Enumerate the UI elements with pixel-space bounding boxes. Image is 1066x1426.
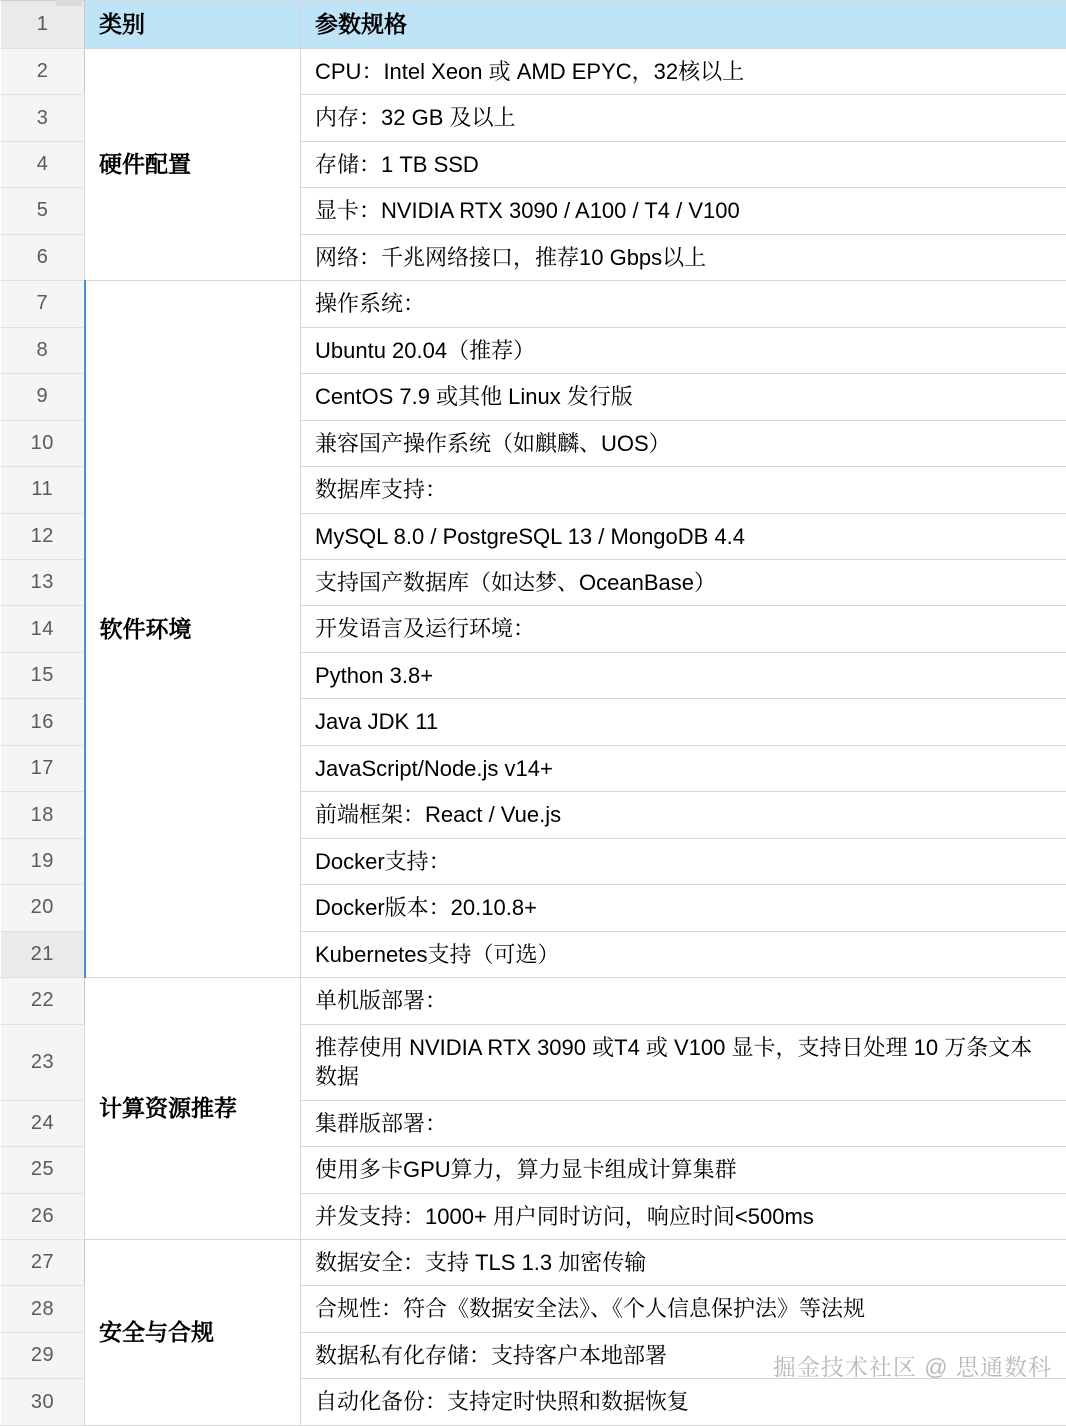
- row-number[interactable]: 24: [1, 1100, 85, 1146]
- row-number[interactable]: 21: [1, 931, 85, 977]
- spec-cell[interactable]: 并发支持：1000+ 用户同时访问，响应时间<500ms: [301, 1193, 1066, 1239]
- row-number[interactable]: 13: [1, 559, 85, 605]
- spec-cell[interactable]: 数据安全：支持 TLS 1.3 加密传输: [301, 1240, 1066, 1286]
- row-number[interactable]: 10: [1, 420, 85, 466]
- spec-cell[interactable]: Python 3.8+: [301, 652, 1066, 698]
- row-number[interactable]: 3: [1, 95, 85, 141]
- spec-cell[interactable]: 数据私有化存储：支持客户本地部署: [301, 1332, 1066, 1378]
- row-number[interactable]: 23: [1, 1024, 85, 1100]
- spec-cell[interactable]: MySQL 8.0 / PostgreSQL 13 / MongoDB 4.4: [301, 513, 1066, 559]
- watermark: 掘金技术社区 @ 思通数科: [773, 1349, 1052, 1382]
- table-row: [1, 978, 1066, 1024]
- row-number[interactable]: 15: [1, 652, 85, 698]
- row-number[interactable]: 27: [1, 1240, 85, 1286]
- spec-cell[interactable]: Java JDK 11: [301, 699, 1066, 745]
- spec-cell[interactable]: 显卡：NVIDIA RTX 3090 / A100 / T4 / V100: [301, 188, 1066, 234]
- row-number[interactable]: 8: [1, 327, 85, 373]
- row-number[interactable]: 20: [1, 885, 85, 931]
- row-number[interactable]: 7: [1, 281, 85, 327]
- row-number[interactable]: 14: [1, 606, 85, 652]
- spec-cell[interactable]: Ubuntu 20.04（推荐）: [301, 327, 1066, 373]
- column-resize-nub: [56, 0, 82, 6]
- row-number[interactable]: 5: [1, 188, 85, 234]
- spec-cell[interactable]: 合规性：符合《数据安全法》、《个人信息保护法》等法规: [301, 1286, 1066, 1332]
- row-number[interactable]: 16: [1, 699, 85, 745]
- row-number[interactable]: 17: [1, 745, 85, 791]
- table-header-row: [1, 1, 1066, 49]
- spec-cell[interactable]: 自动化备份：支持定时快照和数据恢复: [301, 1379, 1066, 1425]
- spec-cell[interactable]: CPU：Intel Xeon 或 AMD EPYC，32核以上: [301, 48, 1066, 94]
- table-row: [1, 48, 1066, 94]
- spec-cell[interactable]: 单机版部署：: [301, 978, 1066, 1024]
- spec-cell[interactable]: 操作系统：: [301, 281, 1066, 327]
- spec-cell[interactable]: Docker支持：: [301, 838, 1066, 884]
- category-cell[interactable]: 硬件配置: [85, 48, 301, 280]
- spec-cell[interactable]: CentOS 7.9 或其他 Linux 发行版: [301, 374, 1066, 420]
- spec-cell[interactable]: Docker版本：20.10.8+: [301, 885, 1066, 931]
- category-cell[interactable]: 安全与合规: [85, 1240, 301, 1426]
- row-number[interactable]: 30: [1, 1379, 85, 1425]
- spec-cell[interactable]: 推荐使用 NVIDIA RTX 3090 或T4 或 V100 显卡，支持日处理 10 万条文本数据: [301, 1024, 1066, 1100]
- spec-cell[interactable]: 网络：千兆网络接口，推荐10 Gbps以上: [301, 234, 1066, 280]
- row-number[interactable]: 18: [1, 792, 85, 838]
- row-number[interactable]: 9: [1, 374, 85, 420]
- spec-cell[interactable]: Kubernetes支持（可选）: [301, 931, 1066, 977]
- category-cell[interactable]: 计算资源推荐: [85, 978, 301, 1240]
- spec-cell[interactable]: 内存：32 GB 及以上: [301, 95, 1066, 141]
- spec-cell[interactable]: 前端框架：React / Vue.js: [301, 792, 1066, 838]
- category-cell[interactable]: 软件环境: [85, 281, 301, 978]
- column-header-category[interactable]: 类别: [85, 1, 301, 49]
- spec-cell[interactable]: 存储：1 TB SSD: [301, 141, 1066, 187]
- spec-cell[interactable]: 兼容国产操作系统（如麒麟、UOS）: [301, 420, 1066, 466]
- spec-cell[interactable]: 数据库支持：: [301, 467, 1066, 513]
- row-number[interactable]: 25: [1, 1147, 85, 1193]
- row-number[interactable]: 29: [1, 1332, 85, 1378]
- row-number[interactable]: 6: [1, 234, 85, 280]
- row-number[interactable]: 12: [1, 513, 85, 559]
- spec-cell[interactable]: 集群版部署：: [301, 1100, 1066, 1146]
- spec-cell[interactable]: 开发语言及运行环境：: [301, 606, 1066, 652]
- column-header-spec[interactable]: 参数规格: [301, 1, 1066, 49]
- row-number[interactable]: 19: [1, 838, 85, 884]
- spec-cell[interactable]: 使用多卡GPU算力，算力显卡组成计算集群: [301, 1147, 1066, 1193]
- row-number[interactable]: 11: [1, 467, 85, 513]
- spec-cell[interactable]: 支持国产数据库（如达梦、OceanBase）: [301, 559, 1066, 605]
- row-number[interactable]: 1: [1, 1, 85, 49]
- table-row: [1, 1240, 1066, 1286]
- row-number[interactable]: 22: [1, 978, 85, 1024]
- spec-cell[interactable]: JavaScript/Node.js v14+: [301, 745, 1066, 791]
- table-row: [1, 281, 1066, 327]
- row-number[interactable]: 28: [1, 1286, 85, 1332]
- row-number[interactable]: 26: [1, 1193, 85, 1239]
- row-number[interactable]: 4: [1, 141, 85, 187]
- row-number[interactable]: 2: [1, 48, 85, 94]
